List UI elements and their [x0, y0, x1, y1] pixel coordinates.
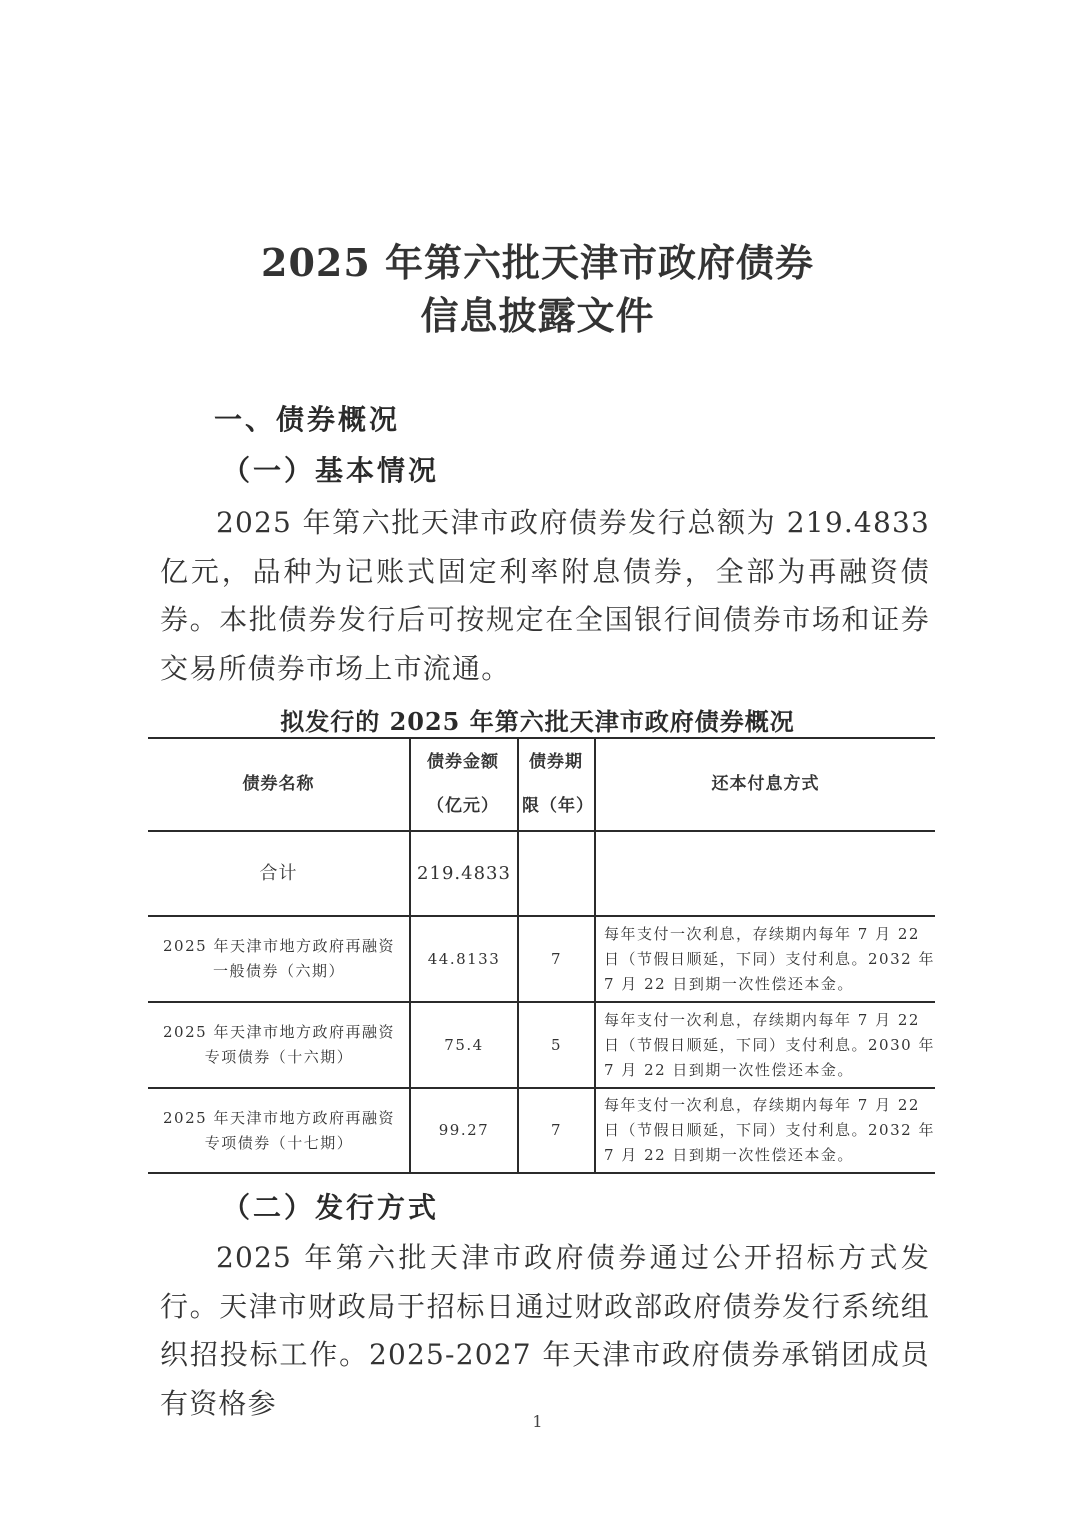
subsection-heading-basic-info: （一）基本情况 [222, 454, 440, 487]
table-header-amount: 债券金额（亿元） [427, 752, 499, 816]
document-title-line1: 2025 年第六批天津市政府债券 [261, 240, 814, 285]
table-total-label: 合计 [259, 863, 298, 884]
table-row-2-term: 5 [550, 1035, 563, 1054]
table-header-term: 债券期限（年） [522, 752, 594, 816]
page-number: 1 [532, 1412, 543, 1431]
table-total-amount: 219.4833 [417, 863, 511, 884]
paragraph-issuance-method: 2025 年第六批天津市政府债券通过公开招标方式发行。天津市财政局于招标日通过财政部政府债券发行系统组织招投标工作。2025-2027 年天津市政府债券承销团成员有资格参 [160, 1241, 930, 1420]
table-row-3-term: 7 [550, 1121, 563, 1139]
document-title-line2: 信息披露文件 [420, 293, 655, 338]
table-total-term [519, 832, 594, 915]
table-row-1-name: 2025 年天津市地方政府再融资一般债券（六期） [163, 937, 395, 980]
table-row-3-amount: 99.27 [438, 1121, 490, 1139]
table-total-repayment [596, 832, 935, 915]
table-row-3-repayment: 每年支付一次利息，存续期内每年 7 月 22 日（节假日顺延，下同）支付利息。2032 年 7 月 22 日到期一次性偿还本金。 [604, 1096, 935, 1164]
table-header-name: 债券名称 [242, 774, 315, 794]
table-row-3-name: 2025 年天津市地方政府再融资专项债券（十七期） [163, 1108, 395, 1152]
table-row-1-term: 7 [550, 949, 563, 968]
subsection-heading-issuance-method: （二）发行方式 [222, 1191, 440, 1224]
table-rule-bottom [148, 1172, 935, 1174]
section-heading-overview: 一、债券概况 [214, 403, 401, 436]
table-row-2-amount: 75.4 [444, 1035, 484, 1054]
table-row-1-repayment: 每年支付一次利息，存续期内每年 7 月 22 日（节假日顺延，下同）支付利息。2032 年 7 月 22 日到期一次性偿还本金。 [604, 924, 935, 993]
table-header-repayment: 还本付息方式 [711, 774, 820, 794]
table-row-2-repayment: 每年支付一次利息，存续期内每年 7 月 22 日（节假日顺延，下同）支付利息。2030 年 7 月 22 日到期一次性偿还本金。 [604, 1010, 935, 1079]
paragraph-basic-info: 2025 年第六批天津市政府债券发行总额为 219.4833 亿元，品种为记账式固定利率附息债券，全部为再融资债券。本批债券发行后可按规定在全国银行间债券市场和证券交易所债券市场上市流通。 [160, 506, 930, 685]
table-row-2-name: 2025 年天津市地方政府再融资专项债券（十六期） [163, 1023, 395, 1066]
table-caption: 拟发行的 2025 年第六批天津市政府债券概况 [280, 707, 795, 736]
table-row-1-amount: 44.8133 [427, 949, 501, 968]
